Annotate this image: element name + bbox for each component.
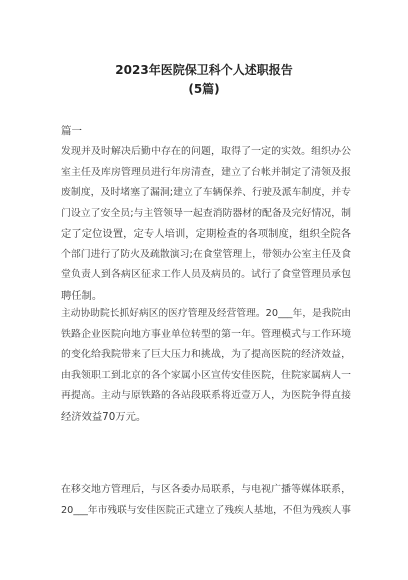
document-subtitle: (5篇) [188, 82, 220, 96]
paragraph-line: 铁路企业医院向地方事业单位转型的第一年。管理模式与工作环境 [61, 328, 351, 340]
paragraph-1 [61, 142, 351, 306]
paragraph-line: 堂负责人到各病区征求工作人员及病员的。试行了食堂管理员承包 [61, 269, 351, 280]
document-title: 2023年医院保卫科个人述职报告 [115, 63, 293, 77]
paragraph-line: 由我领职工到北京的各个家属小区宣传安佳医院，住院家属病人一 [61, 369, 351, 381]
paragraph-line: 门设立了安全员;与主管领导一起查消防器材的配备及完好情况，制 [61, 207, 351, 219]
paragraph-line: 再提高。主动与原铁路的各站段联系将近壹万人，为医院争得直接 [61, 390, 351, 401]
paragraph-line: 聘任制。 [61, 289, 103, 302]
paragraph-line: 主动协助院长抓好病区的医疗管理及经营管理。20___年，是我院由 [61, 308, 351, 319]
paragraph-line: 的变化给我院带来了巨大压力和挑战，为了提高医院的经济效益， [61, 349, 351, 360]
paragraph-line: 经济效益70万元。 [61, 410, 147, 423]
paragraph-2 [61, 304, 351, 427]
paragraph-line: 20___年市残联与安佳医院正式建立了残疾人基地，不但为残疾人事 [61, 504, 351, 516]
paragraph-line: 定了定位设置，定专人培训，定期检查的各项制度，组织全院各 [61, 228, 351, 240]
section-heading: 篇一 [61, 125, 82, 137]
paragraph-line: 在移交地方管理后，与区各委办局联系，与电视广播等媒体联系， [61, 484, 351, 495]
paragraph-line: 废制度，及时堵塞了漏洞;建立了车辆保养、行驶及派车制度，并专 [61, 187, 351, 198]
paragraph-line: 发现并及时解决后勤中存在的问题，取得了一定的实效。组织办公 [61, 146, 351, 157]
paragraph-line: 室主任及库房管理员进行年房清查，建立了台帐并制定了清领及报 [61, 166, 351, 178]
paragraph-line: 个部门进行了防火及疏散演习;在食堂管理上，带领办公室主任及食 [61, 248, 351, 260]
paragraph-3 [61, 480, 351, 521]
